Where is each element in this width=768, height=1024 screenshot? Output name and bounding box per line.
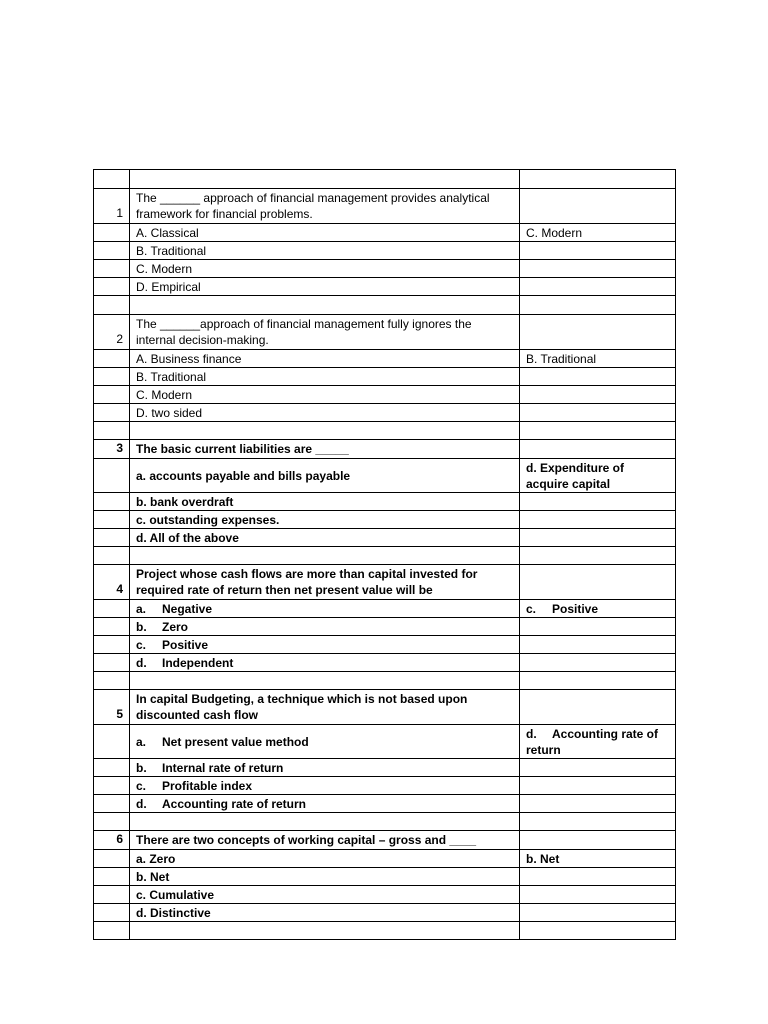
option-row (94, 868, 676, 886)
answer-label: Accounting rate of return (526, 726, 659, 757)
blank-cell (94, 850, 130, 868)
option-c (130, 636, 520, 654)
question-text: There are two concepts of working capital – gross and ____ (130, 831, 520, 850)
option-letter: c. (136, 637, 147, 652)
option-d: D. Empirical (130, 278, 520, 296)
option-letter: a. (136, 734, 147, 749)
answer-letter: d. (526, 726, 537, 741)
question-text: The ______ approach of financial management provides analytical framework for financial problems. (130, 189, 520, 224)
option-row (94, 260, 676, 278)
blank-cell (520, 189, 676, 224)
option-c: c. outstanding expenses. (130, 511, 520, 529)
option-row (94, 618, 676, 636)
blank-cell (520, 759, 676, 777)
option-row (94, 368, 676, 386)
question-text: Project whose cash flows are more than capital invested for required rate of return then net present value will be (130, 565, 520, 600)
option-label: Negative (162, 601, 213, 616)
option-b: B. Traditional (130, 368, 520, 386)
blank-cell (94, 368, 130, 386)
blank-cell (94, 459, 130, 493)
table-row-blank (94, 296, 676, 315)
option-label: Net present value method (162, 734, 309, 749)
option-b: b. bank overdraft (130, 493, 520, 511)
option-c: C. Modern (130, 260, 520, 278)
blank-cell (94, 224, 130, 242)
question-text: The basic current liabilities are _____ (130, 440, 520, 459)
blank-cell (520, 795, 676, 813)
blank-cell (520, 672, 676, 690)
option-row (94, 511, 676, 529)
blank-cell (130, 813, 520, 831)
blank-cell (94, 813, 130, 831)
option-d: D. two sided (130, 404, 520, 422)
option-c: c. Cumulative (130, 886, 520, 904)
blank-cell (520, 170, 676, 189)
option-row (94, 493, 676, 511)
blank-cell (130, 296, 520, 315)
blank-cell (130, 922, 520, 940)
option-d: d. Distinctive (130, 904, 520, 922)
table-row-blank (94, 170, 676, 189)
blank-cell (520, 636, 676, 654)
blank-cell (94, 759, 130, 777)
blank-cell (520, 565, 676, 600)
option-label: Positive (162, 637, 209, 652)
blank-cell (520, 868, 676, 886)
question-row (94, 189, 676, 224)
option-letter: d. (136, 655, 147, 670)
option-label: Accounting rate of return (162, 796, 307, 811)
blank-cell (94, 493, 130, 511)
blank-cell (520, 315, 676, 350)
question-text: In capital Budgeting, a technique which is not based upon discounted cash flow (130, 690, 520, 725)
blank-cell (520, 831, 676, 850)
blank-cell (94, 600, 130, 618)
blank-cell (520, 618, 676, 636)
blank-cell (520, 529, 676, 547)
option-c (130, 777, 520, 795)
blank-cell (94, 278, 130, 296)
blank-cell (520, 493, 676, 511)
blank-cell (520, 440, 676, 459)
option-b (130, 759, 520, 777)
option-row (94, 529, 676, 547)
option-row (94, 886, 676, 904)
option-row (94, 777, 676, 795)
blank-cell (520, 368, 676, 386)
option-b: B. Traditional (130, 242, 520, 260)
blank-cell (94, 868, 130, 886)
answer-cell (520, 725, 676, 759)
question-number: 5 (94, 690, 130, 725)
question-row (94, 690, 676, 725)
question-row (94, 565, 676, 600)
option-a (130, 600, 520, 618)
option-a: A. Classical (130, 224, 520, 242)
question-row (94, 315, 676, 350)
table-row-blank (94, 813, 676, 831)
blank-cell (94, 350, 130, 368)
answer-label: Positive (552, 601, 599, 616)
option-letter: c. (136, 778, 147, 793)
blank-cell (520, 813, 676, 831)
blank-cell (94, 296, 130, 315)
answer-cell: d. Expenditure of acquire capital (520, 459, 676, 493)
blank-cell (94, 260, 130, 278)
option-letter: a. (136, 601, 147, 616)
blank-cell (520, 654, 676, 672)
option-row (94, 759, 676, 777)
blank-cell (94, 511, 130, 529)
option-label: Independent (162, 655, 234, 670)
option-b (130, 618, 520, 636)
option-d (130, 795, 520, 813)
option-letter: b. (136, 619, 147, 634)
blank-cell (94, 777, 130, 795)
option-row (94, 459, 676, 493)
option-letter: d. (136, 796, 147, 811)
blank-cell (94, 547, 130, 565)
blank-cell (520, 922, 676, 940)
blank-cell (520, 904, 676, 922)
blank-cell (130, 422, 520, 440)
blank-cell (94, 529, 130, 547)
option-label: Internal rate of return (162, 760, 284, 775)
question-number: 4 (94, 565, 130, 600)
answer-cell: B. Traditional (520, 350, 676, 368)
option-row (94, 636, 676, 654)
blank-cell (520, 386, 676, 404)
option-row (94, 850, 676, 868)
blank-cell (94, 242, 130, 260)
blank-cell (520, 777, 676, 795)
answer-cell (520, 600, 676, 618)
answer-cell: b. Net (520, 850, 676, 868)
option-row (94, 404, 676, 422)
option-row (94, 904, 676, 922)
option-row (94, 224, 676, 242)
question-number: 3 (94, 440, 130, 459)
table-row-blank (94, 672, 676, 690)
blank-cell (94, 795, 130, 813)
blank-cell (94, 618, 130, 636)
option-label: Profitable index (162, 778, 253, 793)
question-row (94, 440, 676, 459)
blank-cell (94, 904, 130, 922)
blank-cell (520, 547, 676, 565)
option-a (130, 725, 520, 759)
option-row (94, 795, 676, 813)
option-a: a. Zero (130, 850, 520, 868)
option-row (94, 386, 676, 404)
blank-cell (94, 654, 130, 672)
blank-cell (520, 242, 676, 260)
blank-cell (520, 260, 676, 278)
question-number: 2 (94, 315, 130, 350)
answer-cell: C. Modern (520, 224, 676, 242)
blank-cell (130, 547, 520, 565)
option-row (94, 278, 676, 296)
question-number: 1 (94, 189, 130, 224)
question-text: The ______approach of financial management fully ignores the internal decision-making. (130, 315, 520, 350)
option-b: b. Net (130, 868, 520, 886)
quiz-table (93, 169, 676, 940)
option-a: A. Business finance (130, 350, 520, 368)
option-row (94, 600, 676, 618)
option-row (94, 654, 676, 672)
option-row (94, 350, 676, 368)
table-row-blank (94, 922, 676, 940)
table-row-blank (94, 547, 676, 565)
blank-cell (520, 690, 676, 725)
blank-cell (520, 296, 676, 315)
blank-cell (130, 672, 520, 690)
blank-cell (520, 511, 676, 529)
blank-cell (94, 922, 130, 940)
option-a: a. accounts payable and bills payable (130, 459, 520, 493)
question-row (94, 831, 676, 850)
blank-cell (94, 636, 130, 654)
answer-letter: c. (526, 601, 537, 616)
blank-cell (94, 725, 130, 759)
blank-cell (94, 386, 130, 404)
question-number: 6 (94, 831, 130, 850)
blank-cell (520, 422, 676, 440)
option-c: C. Modern (130, 386, 520, 404)
blank-cell (94, 170, 130, 189)
blank-cell (94, 422, 130, 440)
blank-cell (94, 404, 130, 422)
blank-cell (130, 170, 520, 189)
blank-cell (520, 404, 676, 422)
blank-cell (94, 672, 130, 690)
option-d: d. All of the above (130, 529, 520, 547)
option-label: Zero (162, 619, 189, 634)
option-row (94, 242, 676, 260)
option-row (94, 725, 676, 759)
blank-cell (520, 278, 676, 296)
table-row-blank (94, 422, 676, 440)
blank-cell (520, 886, 676, 904)
option-letter: b. (136, 760, 147, 775)
blank-cell (94, 886, 130, 904)
option-d (130, 654, 520, 672)
